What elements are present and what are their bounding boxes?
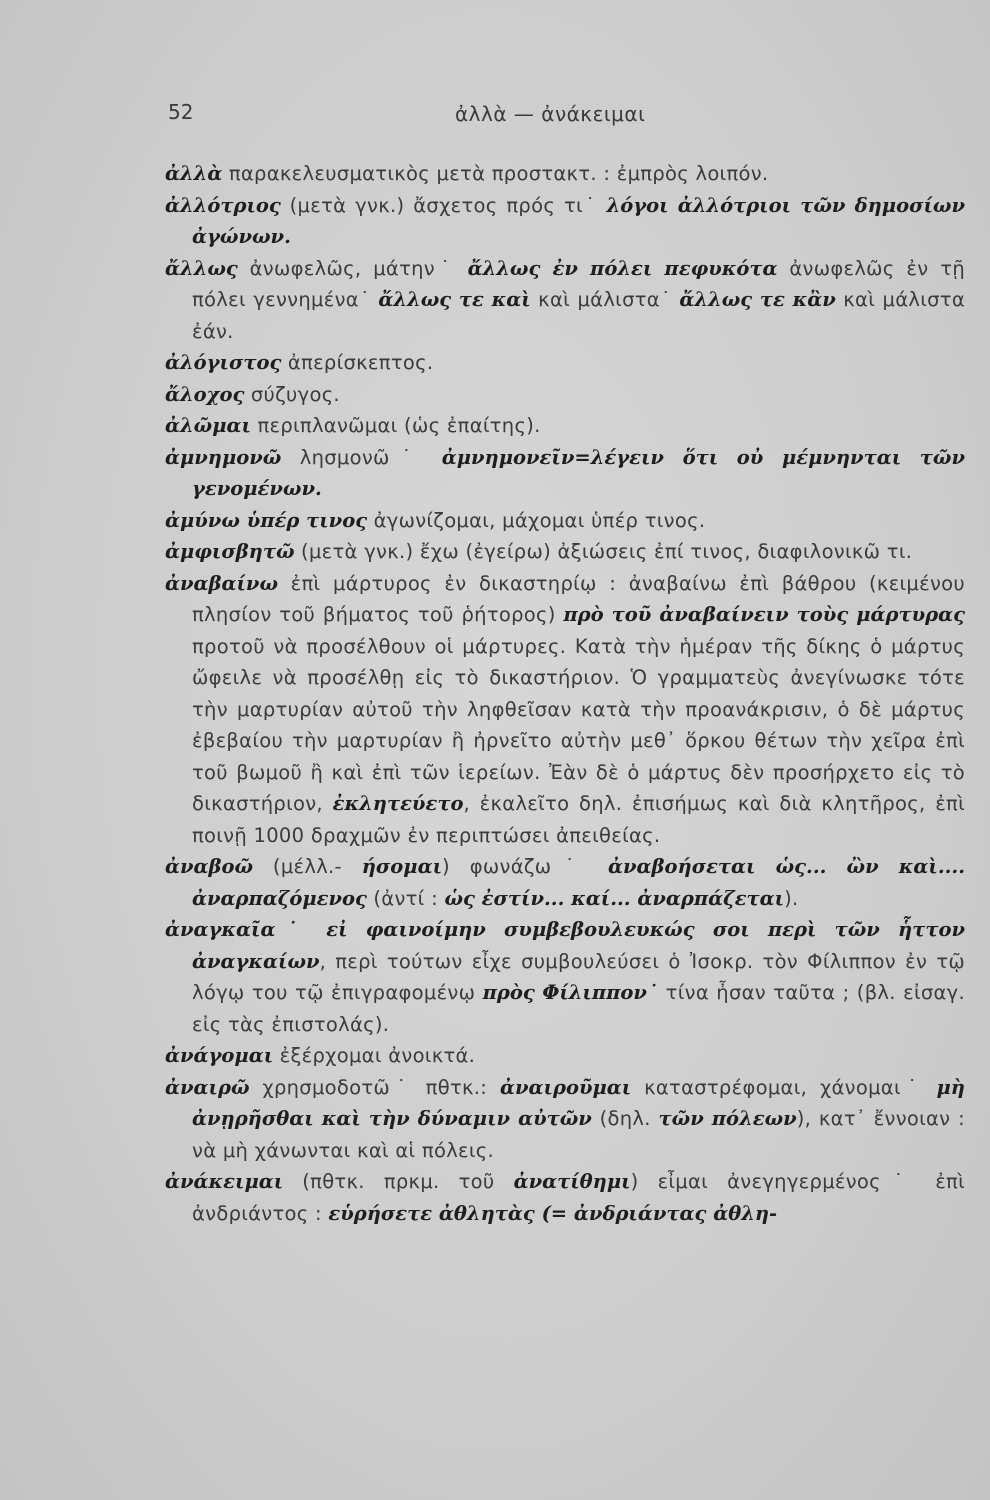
dictionary-entry [165, 410, 965, 442]
dictionary-entry [165, 505, 965, 537]
entry-phrase: εὑρήσετε ἀθλητὰς (= ἀνδριάντας ἀθλη- [328, 1201, 778, 1225]
dictionary-entry [165, 568, 965, 852]
entry-phrase: ἄλλως τε καὶ [378, 288, 531, 311]
entry-phrase: τῶν πόλεων [658, 1107, 797, 1130]
dictionary-entry [165, 536, 965, 568]
entry-definition: καὶ μάλιστα ἐάν. [192, 288, 965, 343]
entry-headword: ἀναγκαῖα˙ εἰ φαινοίμην συμβεβουλευκώς σοι περὶ τῶν ἧττον ἀναγκαίων [165, 918, 965, 973]
entry-headword: ἀνάκειμαι [165, 1170, 284, 1193]
entry-definition: καὶ μάλιστα˙ [530, 288, 680, 311]
entry-headword: ἀμνημονῶ [165, 445, 282, 469]
dictionary-entry [165, 347, 965, 379]
entry-phrase: λόγοι ἀλλότριοι τῶν δημοσίων ἀγώνων. [192, 193, 965, 248]
entry-headword: ἀμύνω ὑπέρ τινος [165, 508, 368, 532]
entry-definition: (δηλ. [591, 1107, 659, 1130]
entry-phrase: ὡς ἐστίν... καί... ἀναρπάζεται [444, 886, 785, 910]
dictionary-entry [165, 1166, 965, 1229]
entry-headword: ἀναβοῶ [165, 855, 254, 878]
entry-definition: χρησμοδοτῶ˙ πθτκ.: [249, 1075, 501, 1099]
entry-definition: ) εἶμαι ἀνεγηγερμένος˙ ἐπὶ ἀνδριάντος : [192, 1170, 965, 1225]
dictionary-entry [165, 379, 965, 411]
entry-definition: (πθτκ. πρκμ. τοῦ [283, 1170, 514, 1193]
entry-definition: ). [784, 886, 799, 910]
dictionary-entry [165, 442, 965, 505]
entry-definition: σύζυγος. [244, 382, 340, 406]
entry-definition: ) φωνάζω˙ [442, 855, 609, 878]
entry-definition: (μέλλ.- [253, 855, 362, 878]
entry-definition: ἐπὶ μάρτυρος ἐν δικαστηρίῳ : ἀναβαίνω ἐπὶ βάθρου (κειμένου πλησίον τοῦ βήματος τοῦ ῥήτορος) [192, 571, 965, 626]
entry-definition: ἀνωφελῶς ἐν τῇ πόλει γεννημένα˙ [192, 256, 965, 311]
entry-headword: ἀνάγομαι [165, 1044, 274, 1067]
entry-phrase: ἀναιροῦμαι [500, 1075, 632, 1099]
entry-definition: τίνα ἦσαν ταῦτα ; (βλ. εἰσαγ. εἰς τὰς ἐπιστολάς). [192, 981, 965, 1036]
entry-headword: ἀλλὰ [165, 162, 223, 185]
dictionary-entry [165, 851, 965, 914]
entry-definition: λησμονῶ˙ [281, 445, 442, 469]
entry-phrase: ἄλλως ἐν πόλει πεφυκότα [467, 256, 778, 280]
entry-definition: (μετὰ γνκ.) ἔχω (ἐγείρω) ἀξιώσεις ἐπί τινος, διαφιλονικῶ τι. [294, 540, 913, 563]
entry-phrase: ήσομαι [361, 855, 443, 878]
entry-definition: ), κατ᾽ ἔννοιαν : νὰ μὴ χάνωνται καὶ αἱ πόλεις. [192, 1107, 965, 1162]
entry-headword: ἀλόγιστος [165, 351, 282, 374]
entry-headword: ἀλῶμαι [165, 414, 251, 437]
running-head: ἀλλὰ — ἀνάκειμαι [455, 102, 646, 126]
entry-phrase: ἐκλητεύετο [332, 792, 464, 815]
entry-phrase: ἄλλως τε κἂν [679, 288, 836, 311]
entry-definition: καταστρέφομαι, χάνομαι˙ [631, 1075, 937, 1099]
entry-definition: ἀνωφελῶς, μάτην˙ [237, 256, 468, 280]
dictionary-entries [165, 158, 965, 1229]
entry-definition: προτοῦ νὰ προσέλθουν οἱ μάρτυρες. Κατὰ τὴν ἡμέραν τῆς δίκης ὁ μάρτυς ὤφειλε νὰ προσέλθῃ εἰς τὸ δικαστήριον. Ὁ γραμματεὺς ἀνεγίνωσκε τότε τὴν μαρτυρίαν αὐτοῦ τὴν ληφθεῖσαν κατὰ τὴν προανάκρισιν, ὁ δὲ μάρτυς ἐβεβαίου τὴν μαρτυρίαν ἢ ἠρνεῖτο αὐτὴν μεθ᾽ ὅρκου θέτων τὴν χεῖρα ἐπὶ τοῦ βωμοῦ ἢ καὶ ἐπὶ τῶν ἱερείων. Ἐὰν δὲ ὁ μάρτυς δὲν προσήρχετο εἰς τὸ δικαστήριον, [192, 634, 965, 815]
entry-phrase: πρὸς Φίλιππον˙ [482, 981, 659, 1004]
entry-headword: ἄλλως [165, 256, 238, 280]
dictionary-entry [165, 190, 965, 253]
entry-headword: ἀναιρῶ [165, 1075, 250, 1099]
entry-headword: ἀναβαίνω [165, 571, 279, 595]
entry-definition: , ἐκαλεῖτο δηλ. ἐπισήμως καὶ διὰ κλητῆρος, ἐπὶ ποινῇ 1000 δραχμῶν ἐν περιπτώσει ἀπειθείας. [192, 792, 965, 847]
entry-phrase: ἀναβοήσεται ὡς... ὢν καὶ.... ἀναρπαζόμενος [192, 855, 965, 910]
entry-phrase: πρὸ τοῦ ἀναβαίνειν τοὺς μάρτυρας [563, 603, 965, 626]
dictionary-entry [165, 1040, 965, 1072]
entry-definition: ἐξέρχομαι ἀνοικτά. [273, 1044, 476, 1067]
entry-definition: περιπλανῶμαι (ὡς ἐπαίτης). [250, 414, 541, 437]
page-number: 52 [168, 100, 194, 124]
dictionary-entry [165, 914, 965, 1040]
dictionary-entry [165, 1072, 965, 1167]
page-header [0, 100, 990, 130]
entry-definition: (μετὰ γνκ.) ἄσχετος πρός τι˙ [280, 193, 607, 217]
entry-definition: ἀπερίσκεπτος. [281, 351, 434, 374]
entry-phrase: ἀμνημονεῖν=λέγειν ὅτι οὐ μέμνηνται τῶν γενομένων. [192, 445, 965, 500]
entry-definition: παρακελευσματικὸς μετὰ προστακτ. : ἐμπρὸς λοιπόν. [222, 162, 769, 185]
entry-definition: (ἀντί : [366, 886, 445, 910]
entry-definition: ἀγωνίζομαι, μάχομαι ὑπέρ τινος. [367, 508, 706, 532]
entry-phrase: μὴ ἀνῃρῆσθαι καὶ τὴν δύναμιν αὐτῶν [192, 1075, 965, 1130]
dictionary-entry [165, 158, 965, 190]
dictionary-entry [165, 253, 965, 348]
entry-headword: ἀλλότριος [165, 193, 281, 217]
entry-definition: , περὶ τούτων εἶχε συμβουλεύσει ὁ Ἰσοκρ. τὸν Φίλιππον ἐν τῷ λόγῳ του τῷ ἐπιγραφομένῳ [192, 949, 965, 1004]
entry-headword: ἀμφισβητῶ [165, 540, 295, 563]
entry-headword: ἄλοχος [165, 382, 245, 406]
entry-phrase: ἀνατίθημι [513, 1170, 631, 1193]
